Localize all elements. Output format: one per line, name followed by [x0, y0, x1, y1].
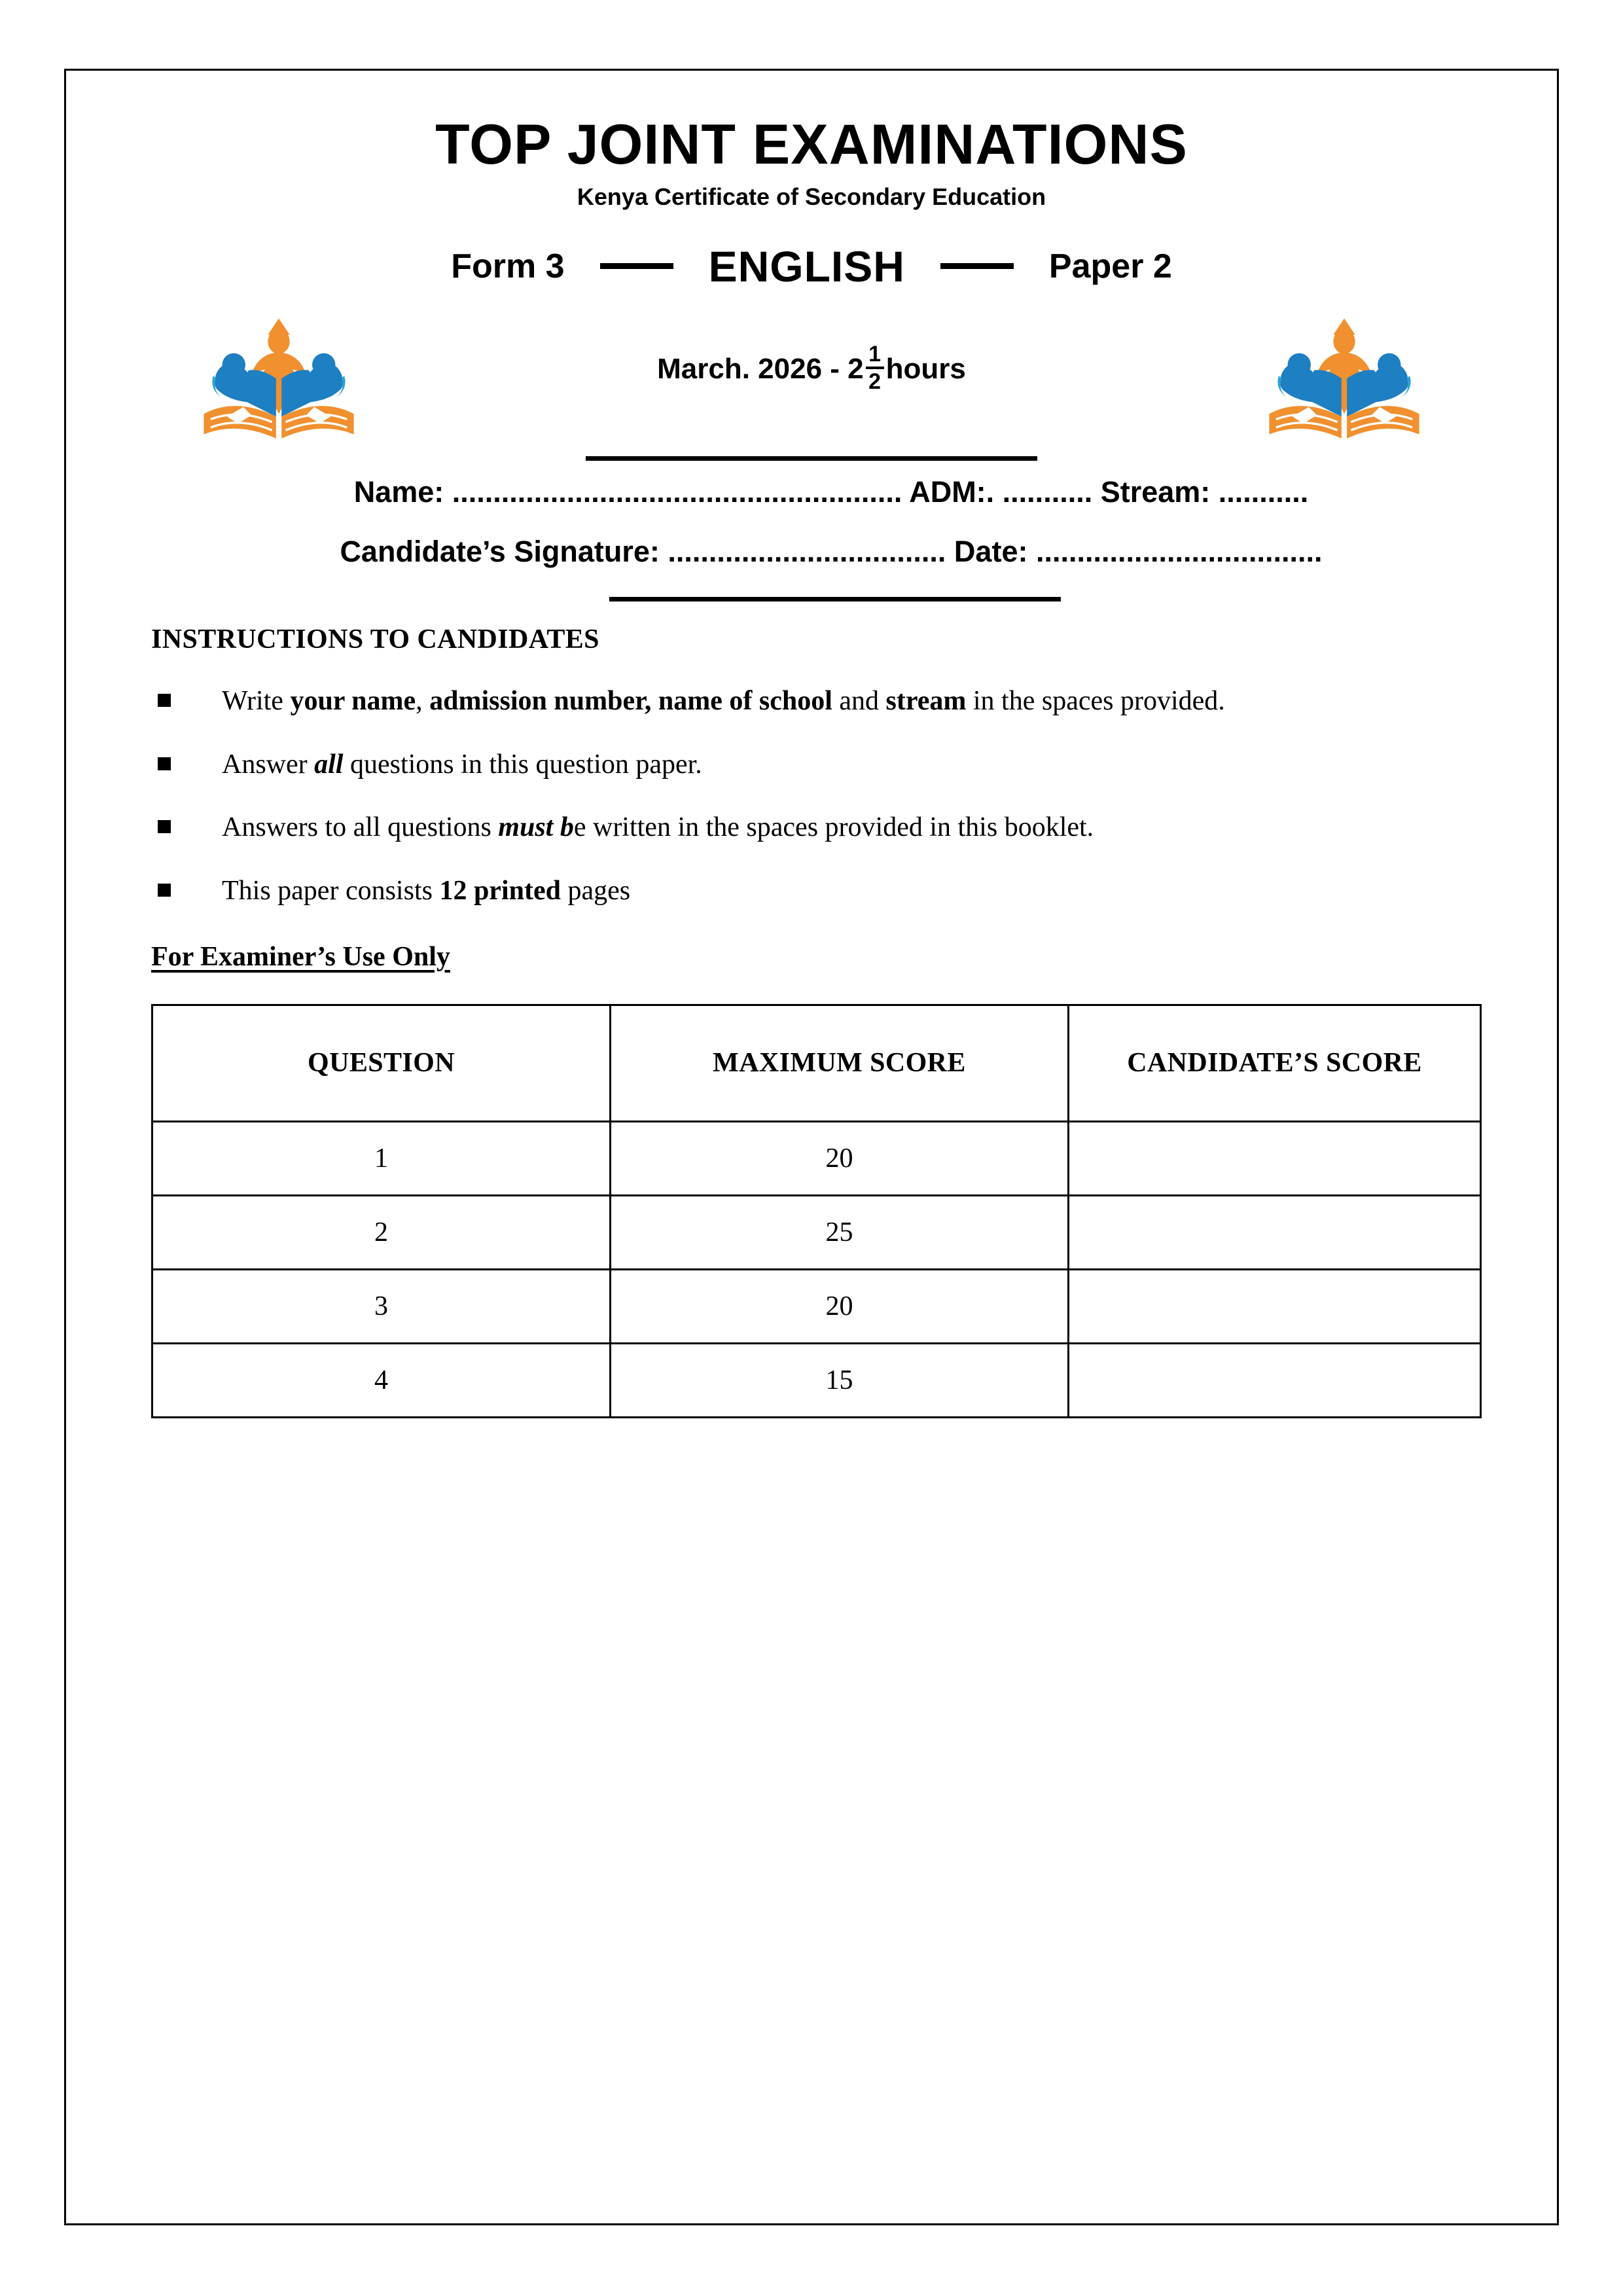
exam-date-suffix: hours — [885, 353, 966, 386]
cell-question-number: 3 — [152, 1269, 611, 1343]
cell-maximum-score: 20 — [611, 1269, 1069, 1343]
square-bullet-icon — [158, 757, 171, 770]
exam-header — [66, 71, 1557, 601]
instruction-item-answer-all — [151, 746, 1478, 783]
table-row — [152, 1121, 1481, 1195]
cell-maximum-score: 15 — [611, 1343, 1069, 1417]
exam-date-duration — [657, 341, 966, 395]
table-row — [152, 1269, 1481, 1343]
cell-question-number: 2 — [152, 1195, 611, 1269]
exam-paper-sheet — [64, 69, 1559, 2225]
subject-row — [66, 235, 1557, 298]
column-header-candidate-score: CANDIDATE’S SCORE — [1069, 1005, 1481, 1121]
table-row — [152, 1343, 1481, 1417]
cell-question-number: 1 — [152, 1121, 611, 1195]
instruction-text: Answer all questions in this question paper. — [222, 749, 702, 780]
exam-date-block — [517, 341, 1106, 395]
table-row — [152, 1195, 1481, 1269]
cell-candidate-score[interactable] — [1069, 1195, 1481, 1269]
exam-logo-left-icon — [197, 307, 361, 444]
instructions-heading: INSTRUCTIONS TO CANDIDATES — [151, 624, 599, 655]
table-header-row — [152, 1005, 1481, 1121]
instruction-text: This paper consists 12 printed pages — [222, 876, 631, 906]
instruction-item-write-name — [151, 683, 1478, 720]
cell-candidate-score[interactable] — [1069, 1269, 1481, 1343]
dash-left-icon — [600, 263, 673, 269]
cell-question-number: 4 — [152, 1343, 611, 1417]
instruction-item-printed-pages — [151, 872, 1478, 910]
fraction-numerator: 1 — [868, 341, 882, 367]
cell-maximum-score: 20 — [611, 1121, 1069, 1195]
duration-fraction — [866, 341, 884, 395]
exam-date-prefix: March. 2026 - 2 — [657, 353, 864, 386]
cell-maximum-score: 25 — [611, 1195, 1069, 1269]
rule-under-date — [586, 456, 1037, 461]
square-bullet-icon — [158, 884, 171, 897]
logo-date-row — [66, 303, 1557, 465]
dash-right-icon — [940, 263, 1014, 269]
square-bullet-icon — [158, 694, 171, 707]
instruction-text: Write your name, admission number, name of school and stream in the spaces provided. — [222, 686, 1225, 717]
instructions-section — [66, 624, 1557, 973]
cell-candidate-score[interactable] — [1069, 1343, 1481, 1417]
examiner-use-only-heading: For Examiner’s Use Only — [151, 941, 450, 972]
paper-label: Paper 2 — [1048, 247, 1172, 285]
instruction-text: Answers to all questions must be written in the spaces provided in this booklet. — [222, 812, 1094, 843]
instruction-item-answers-booklet — [151, 809, 1478, 846]
instructions-list — [151, 683, 1478, 910]
column-header-question: QUESTION — [152, 1005, 611, 1121]
form-label: Form 3 — [451, 247, 565, 285]
exam-logo-right-icon — [1262, 307, 1426, 444]
candidate-details — [66, 469, 1557, 575]
column-header-maximum-score: MAXIMUM SCORE — [611, 1005, 1069, 1121]
square-bullet-icon — [158, 820, 171, 833]
subject-name: ENGLISH — [708, 242, 905, 291]
score-table-wrapper — [66, 1004, 1557, 1418]
exam-title: TOP JOINT EXAMINATIONS — [435, 113, 1188, 176]
fraction-denominator: 2 — [868, 369, 882, 395]
rule-under-signature — [609, 597, 1061, 601]
cell-candidate-score[interactable] — [1069, 1121, 1481, 1195]
examiner-score-table — [151, 1004, 1482, 1418]
signature-date-line[interactable]: Candidate’s Signature: .................................. Date: ................................... — [340, 535, 1323, 569]
exam-subtitle: Kenya Certificate of Secondary Education — [577, 183, 1046, 210]
name-adm-stream-line[interactable]: Name: ....................................................... ADM:. ........... Stream: ........... — [353, 475, 1309, 509]
